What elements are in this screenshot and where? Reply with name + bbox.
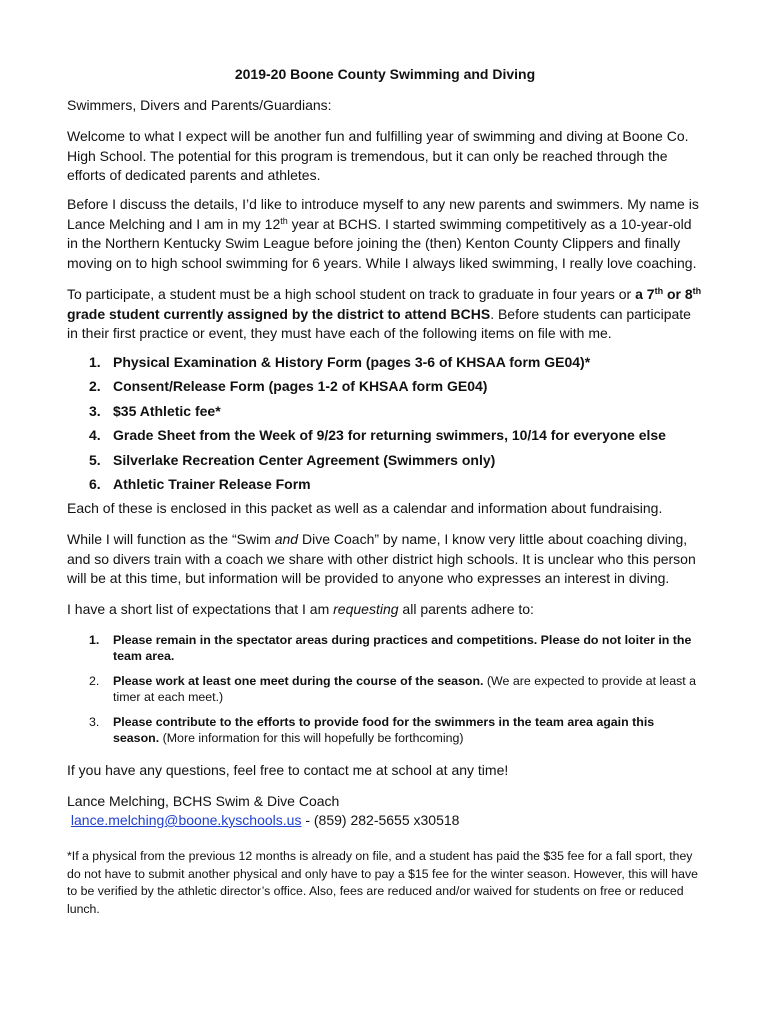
footnote: *If a physical from the previous 12 months is already on file, and a student has paid the $35 fee for a fall sport, they do not have to submit another physical and only have to pay a $15 fee for the winter season. However, this will have to be verified by the athletic director’s office. Also, fees are reduced and/or waived for students on free or reduced lunch.	[67, 849, 698, 916]
diving-paragraph: While I will function as the “Swim and Dive Coach” by name, I know very little about coaching diving, and so divers train with a coach we share with other district high schools. It is unclear who this person will be at this time, but information will be provided to anyone who expresses an interest in diving.	[67, 531, 696, 586]
phone: - (859) 282-5655 x30518	[301, 812, 460, 828]
page-title: 2019-20 Boone County Swimming and Diving	[234, 66, 536, 82]
list-item: 1. Please remain in the spectator areas during practices and competitions. Please do not loiter in the team area.	[89, 633, 692, 663]
list-item: 3. $35 Athletic fee*	[89, 402, 221, 419]
contact-line	[67, 811, 703, 831]
questions-paragraph: If you have any questions, feel free to contact me at school at any time!	[67, 762, 509, 778]
list-item: 3. Please contribute to the efforts to provide food for the swimmers in the team area again this season. (More information for this will hopefully be forthcoming)	[89, 715, 655, 745]
list-item: 1. Physical Examination & History Form (pages 3-6 of KHSAA form GE04)*	[89, 354, 591, 370]
list-item: 5. Silverlake Recreation Center Agreement (Swimmers only)	[89, 451, 496, 468]
email-link[interactable]: lance.melching@boone.kyschools.us	[70, 812, 302, 828]
list-item: 6. Athletic Trainer Release Form	[89, 475, 311, 492]
intro-paragraph: Before I discuss the details, I’d like to introduce myself to any new parents and swimmers. My name is Lance Melching and I am in my 12th year at BCHS. I started swimming competitively as a 10-year-old in the Northern Kentucky Swim League before joining the (then) Kenton County Clippers and finally moving on to high school swimming for 6 years. While I always liked swimming, I really love coaching.	[67, 196, 699, 271]
expectations-list	[67, 632, 703, 755]
participation-paragraph: To participate, a student must be a high school student on track to graduate in four years or a 7th or 8th grade student currently assigned by the district to attend BCHS. Before students can participate in their first practice or event, they must have each of the following items on file with me.	[67, 286, 702, 341]
list-item: 2. Consent/Release Form (pages 1-2 of KHSAA form GE04)	[89, 378, 488, 395]
signature: Lance Melching, BCHS Swim & Dive Coach	[67, 793, 340, 809]
welcome-paragraph: Welcome to what I expect will be another fun and fulfilling year of swimming and diving at Boone Co. High School. The potential for this program is tremendous, but it can only be reached through the efforts of dedicated parents and athletes.	[67, 128, 689, 183]
required-items-list	[67, 353, 703, 499]
greeting: Swimmers, Divers and Parents/Guardians:	[67, 97, 332, 113]
list-item: 2. Please work at least one meet during the course of the season. (We are expected to provide at least a timer at each meet.)	[89, 674, 697, 704]
list-item: 4. Grade Sheet from the Week of 9/23 for returning swimmers, 10/14 for everyone else	[89, 427, 666, 444]
enclosed-paragraph: Each of these is enclosed in this packet as well as a calendar and information about fundraising.	[67, 500, 663, 516]
expectations-intro: I have a short list of expectations that I am requesting all parents adhere to:	[67, 601, 534, 617]
